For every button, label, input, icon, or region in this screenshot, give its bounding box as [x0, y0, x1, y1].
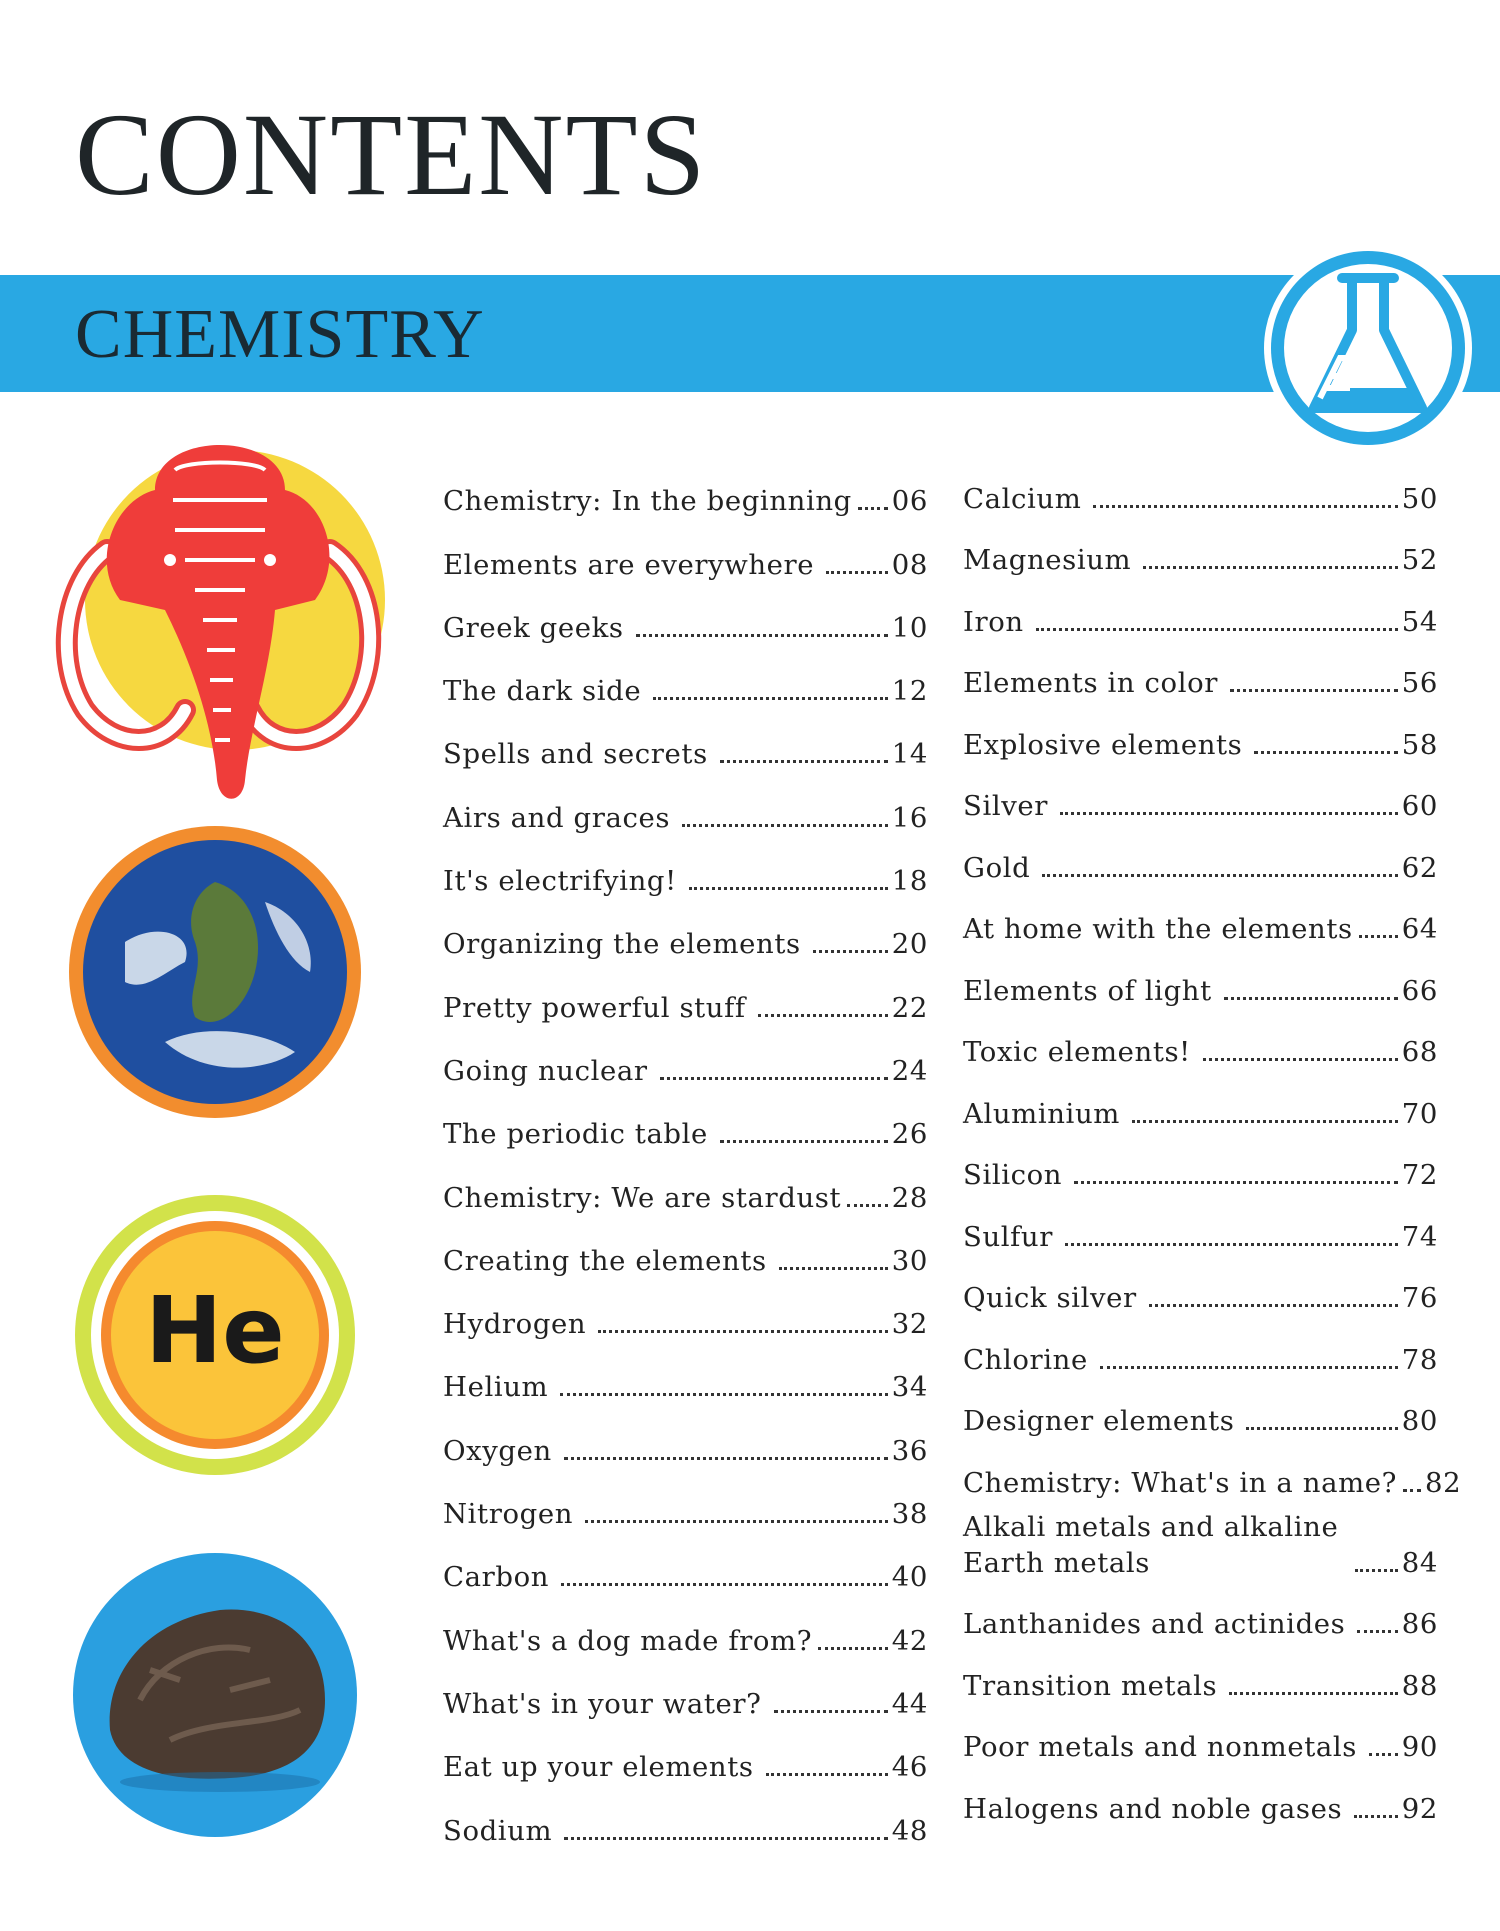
- toc-entry-title: Elements are everywhere: [443, 548, 815, 581]
- toc-entry-page: 32: [891, 1308, 928, 1341]
- toc-entry-title: Carbon: [443, 1561, 550, 1594]
- toc-entry[interactable]: [963, 455, 1438, 517]
- dot-leader: [1060, 812, 1398, 815]
- toc-entry-title: Alkali metals and alkaline Earth metals: [963, 1510, 1339, 1579]
- toc-entry[interactable]: [963, 1439, 1462, 1501]
- toc-entry-title: What's in your water?: [443, 1687, 762, 1720]
- dot-leader: [660, 1077, 888, 1080]
- toc-entry-title: Going nuclear: [443, 1054, 648, 1087]
- toc-entry-title: Greek geeks: [443, 611, 624, 644]
- toc-entry[interactable]: [443, 1659, 928, 1722]
- toc-entry[interactable]: [443, 519, 928, 582]
- toc-entry-title: Poor metals and nonmetals: [963, 1731, 1357, 1763]
- dot-leader: [1354, 1815, 1398, 1818]
- toc-entry[interactable]: [963, 1704, 1438, 1766]
- toc-entry-page: 72: [1401, 1159, 1438, 1191]
- dot-leader: [585, 1520, 888, 1523]
- toc-entry-page: 80: [1401, 1405, 1438, 1437]
- toc-entry-title: It's electrifying!: [443, 865, 677, 898]
- toc-entry[interactable]: [443, 899, 928, 962]
- dot-leader: [560, 1393, 888, 1396]
- dot-leader: [1100, 1366, 1398, 1369]
- dot-leader: [766, 1773, 888, 1776]
- toc-entry-page: 14: [891, 738, 928, 771]
- toc-entry[interactable]: [443, 1532, 928, 1595]
- toc-entry-title: Quick silver: [963, 1282, 1137, 1314]
- toc-entry-page: 58: [1401, 728, 1438, 761]
- toc-entry[interactable]: [963, 1316, 1438, 1378]
- toc-entry-title: What's a dog made from?: [443, 1624, 813, 1657]
- toc-entry[interactable]: [443, 1595, 928, 1658]
- toc-entry[interactable]: [963, 701, 1438, 763]
- toc-entry-page: 40: [891, 1561, 928, 1594]
- toc-entry-page: 30: [891, 1244, 928, 1277]
- toc-entry-title: Lanthanides and actinides: [963, 1608, 1346, 1640]
- dot-leader: [1230, 689, 1398, 692]
- dot-leader: [779, 1267, 888, 1270]
- dot-leader: [1132, 1120, 1398, 1123]
- toc-entry[interactable]: [443, 646, 928, 709]
- toc-entry[interactable]: [443, 962, 928, 1025]
- toc-entry-page: 70: [1401, 1097, 1438, 1130]
- dot-leader: [1203, 1058, 1398, 1061]
- toc-entry-page: 44: [891, 1687, 928, 1720]
- toc-entry[interactable]: [443, 1342, 928, 1405]
- helium-symbol-text: He: [145, 1277, 285, 1384]
- toc-entry-page: 26: [891, 1118, 928, 1151]
- toc-entry-page: 84: [1401, 1546, 1438, 1579]
- dot-leader: [1359, 935, 1398, 938]
- dot-leader: [1246, 1427, 1397, 1430]
- toc-entry[interactable]: [963, 1581, 1438, 1643]
- toc-entry[interactable]: [443, 456, 928, 519]
- toc-entry-title: Sulfur: [963, 1220, 1053, 1253]
- toc-entry-page: 74: [1401, 1220, 1438, 1253]
- toc-entry[interactable]: [443, 1279, 928, 1342]
- toc-entry-title: Aluminium: [963, 1097, 1120, 1130]
- toc-entry-page: 36: [891, 1434, 928, 1467]
- toc-entry-title: Chlorine: [963, 1343, 1088, 1376]
- toc-entry-page: 06: [891, 485, 928, 518]
- toc-entry-title: Helium: [443, 1371, 549, 1404]
- toc-column-left: [443, 456, 928, 1849]
- toc-entry[interactable]: [963, 1642, 1438, 1704]
- toc-entry-page: 34: [891, 1371, 928, 1404]
- toc-entry-page: 22: [891, 991, 928, 1024]
- toc-entry[interactable]: [963, 886, 1438, 948]
- toc-entry[interactable]: [443, 1405, 928, 1468]
- toc-entry-title: Nitrogen: [443, 1498, 574, 1531]
- dot-leader: [1357, 1630, 1397, 1633]
- dot-leader: [1042, 874, 1397, 877]
- toc-entry-page: 56: [1401, 667, 1438, 699]
- toc-entry-title: At home with the elements: [963, 913, 1353, 945]
- toc-entry-page: 20: [891, 928, 928, 961]
- dot-leader: [847, 1204, 888, 1207]
- toc-entry-title: Chemistry: We are stardust: [443, 1181, 842, 1214]
- dot-leader: [561, 1583, 888, 1586]
- toc-entry-title: Calcium: [963, 482, 1082, 515]
- dot-leader: [1369, 1753, 1398, 1756]
- toc-entry-title: Magnesium: [963, 544, 1132, 576]
- toc-entry-page: 86: [1401, 1608, 1438, 1640]
- dot-leader: [720, 1140, 888, 1143]
- toc-entry-title: Elements in color: [963, 667, 1219, 699]
- toc-entry-title: Explosive elements: [963, 728, 1243, 761]
- dot-leader: [1149, 1304, 1398, 1307]
- dot-leader: [774, 1710, 888, 1713]
- dot-leader: [1093, 505, 1397, 508]
- toc-entry-title: Chemistry: In the beginning: [443, 485, 852, 518]
- toc-entry-page: 18: [891, 865, 928, 898]
- meteorite-illustration: [70, 1550, 360, 1840]
- toc-entry-page: 78: [1401, 1343, 1438, 1376]
- toc-entry-page: 50: [1401, 482, 1438, 515]
- toc-entry[interactable]: [963, 1009, 1438, 1071]
- toc-entry-title: Elements of light: [963, 974, 1212, 1007]
- dot-leader: [1143, 566, 1398, 569]
- toc-entry-title: Hydrogen: [443, 1308, 587, 1341]
- toc-entry-title: Oxygen: [443, 1434, 552, 1467]
- toc-entry[interactable]: [963, 1193, 1438, 1255]
- toc-entry-title: Eat up your elements: [443, 1751, 754, 1784]
- toc-entry-title: Halogens and noble gases: [963, 1792, 1343, 1825]
- toc-entry-page: 42: [891, 1624, 928, 1657]
- dot-leader: [1229, 1692, 1398, 1695]
- toc-entry-title: Designer elements: [963, 1405, 1235, 1437]
- dot-leader: [758, 1014, 888, 1017]
- toc-entry-page: 62: [1401, 851, 1438, 884]
- toc-entry[interactable]: [443, 583, 928, 646]
- toc-entry-page: 10: [891, 611, 928, 644]
- toc-entry-page: 66: [1401, 974, 1438, 1007]
- dot-leader: [826, 571, 888, 574]
- toc-entry-page: 54: [1401, 605, 1438, 638]
- toc-entry[interactable]: [443, 1785, 928, 1848]
- toc-entry[interactable]: [963, 578, 1438, 640]
- toc-entry[interactable]: [443, 1026, 928, 1089]
- toc-entry[interactable]: [443, 1152, 928, 1215]
- dot-leader: [682, 824, 888, 827]
- toc-entry-title: Pretty powerful stuff: [443, 991, 746, 1024]
- section-title: CHEMISTRY: [75, 296, 485, 373]
- toc-entry-page: 76: [1401, 1282, 1438, 1314]
- dot-leader: [1224, 997, 1398, 1000]
- toc-entry-title: Silicon: [963, 1159, 1063, 1191]
- dot-leader: [1074, 1181, 1398, 1184]
- dot-leader: [598, 1330, 888, 1333]
- toc-entry[interactable]: [963, 1132, 1438, 1194]
- toc-entry[interactable]: [963, 1501, 1438, 1581]
- dot-leader: [1403, 1489, 1421, 1492]
- dot-leader: [1254, 751, 1397, 754]
- toc-entry-page: 52: [1401, 544, 1438, 576]
- toc-entry-page: 08: [891, 548, 928, 581]
- flask-icon: [1258, 238, 1478, 458]
- dot-leader: [636, 634, 888, 637]
- toc-entry[interactable]: [963, 1378, 1438, 1440]
- toc-entry-title: Chemistry: What's in a name?: [963, 1466, 1397, 1499]
- toc-entry-title: Creating the elements: [443, 1244, 767, 1277]
- dot-leader: [818, 1647, 888, 1650]
- page-title: CONTENTS: [75, 89, 708, 220]
- toc-entry-page: 68: [1401, 1036, 1438, 1068]
- toc-entry-page: 90: [1401, 1731, 1438, 1763]
- toc-entry-page: 16: [891, 801, 928, 834]
- dot-leader: [1065, 1243, 1398, 1246]
- toc-entry[interactable]: [443, 1089, 928, 1152]
- toc-entry-title: Gold: [963, 851, 1031, 884]
- dot-leader: [813, 950, 888, 953]
- toc-entry[interactable]: [963, 517, 1438, 579]
- dot-leader: [720, 760, 888, 763]
- toc-entry[interactable]: [963, 947, 1438, 1009]
- toc-entry-title: Spells and secrets: [443, 738, 708, 771]
- toc-entry[interactable]: [963, 763, 1438, 825]
- toc-entry-title: The dark side: [443, 675, 642, 708]
- toc-entry[interactable]: [443, 1216, 928, 1279]
- dot-leader: [653, 697, 888, 700]
- dot-leader: [564, 1457, 888, 1460]
- toc-entry[interactable]: [443, 1469, 928, 1532]
- toc-entry-page: 38: [891, 1498, 928, 1531]
- toc-entry-page: 64: [1401, 913, 1438, 945]
- toc-entry-title: Toxic elements!: [963, 1036, 1191, 1068]
- toc-entry-page: 24: [891, 1054, 928, 1087]
- dot-leader: [689, 887, 888, 890]
- toc-entry[interactable]: [963, 1765, 1438, 1827]
- helium-symbol-illustration: [70, 1190, 360, 1480]
- toc-entry[interactable]: [443, 1722, 928, 1785]
- dot-leader: [564, 1837, 888, 1840]
- toc-entry-page: 82: [1424, 1466, 1462, 1499]
- toc-entry[interactable]: [963, 640, 1438, 702]
- toc-entry-title: The periodic table: [443, 1118, 708, 1151]
- toc-entry-page: 48: [891, 1814, 928, 1847]
- toc-entry-title: Organizing the elements: [443, 928, 801, 961]
- toc-entry-title: Iron: [963, 605, 1024, 638]
- dot-leader: [1036, 628, 1398, 631]
- toc-entry-page: 28: [891, 1181, 928, 1214]
- toc-entry-title: Airs and graces: [443, 801, 671, 834]
- toc-entry[interactable]: [963, 824, 1438, 886]
- toc-column-right: [963, 455, 1462, 1827]
- toc-entry[interactable]: [443, 836, 928, 899]
- toc-entry-title: Sodium: [443, 1814, 553, 1847]
- dot-leader: [1355, 1569, 1398, 1572]
- toc-entry[interactable]: [443, 709, 928, 772]
- toc-entry[interactable]: [443, 772, 928, 835]
- dot-leader: [858, 507, 888, 510]
- toc-entry-page: 92: [1401, 1792, 1438, 1825]
- toc-entry-page: 46: [891, 1751, 928, 1784]
- toc-entry-title: Silver: [963, 790, 1048, 822]
- toc-entry-page: 12: [891, 675, 928, 708]
- toc-entry-page: 88: [1401, 1669, 1438, 1702]
- toc-entry[interactable]: [963, 1255, 1438, 1317]
- toc-entry[interactable]: [963, 1070, 1438, 1132]
- toc-entry-page: 60: [1401, 790, 1438, 822]
- toc-entry-title: Transition metals: [963, 1669, 1218, 1702]
- earth-illustration: [65, 822, 365, 1122]
- mammoth-illustration: [45, 410, 385, 820]
